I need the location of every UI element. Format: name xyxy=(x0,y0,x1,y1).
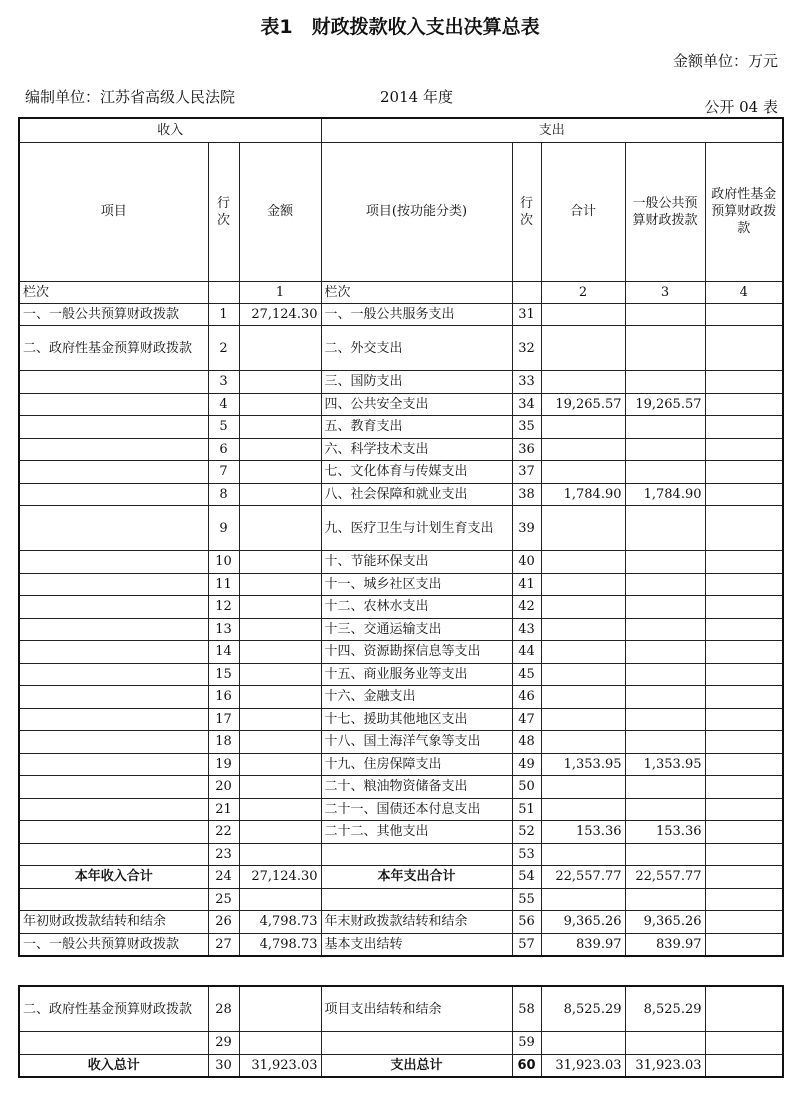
general-budget-amount: 1,353.95 xyxy=(625,753,705,776)
page-title: 表1 财政拨款收入支出决算总表 xyxy=(260,16,540,38)
fund-budget-amount xyxy=(705,326,783,371)
expense-line-no: 56 xyxy=(512,911,541,934)
expense-total xyxy=(541,303,625,326)
table-row xyxy=(19,461,783,484)
expense-line-no: 44 xyxy=(512,641,541,664)
table-row xyxy=(19,753,783,776)
expense-total xyxy=(541,461,625,484)
fund-budget-amount xyxy=(705,641,783,664)
general-budget-amount xyxy=(625,596,705,619)
expense-total: 8,525.29 xyxy=(541,986,625,1032)
table-row xyxy=(19,986,783,1032)
income-line-no: 1 xyxy=(208,303,239,326)
column-header-income-line-no: 行次 xyxy=(208,142,239,281)
income-item xyxy=(19,753,208,776)
expense-item: 五、教育支出 xyxy=(321,416,512,439)
expense-total xyxy=(541,438,625,461)
income-item xyxy=(19,506,208,551)
table-row xyxy=(19,663,783,686)
income-amount xyxy=(239,393,321,416)
fund-budget-amount xyxy=(705,461,783,484)
column-number: 4 xyxy=(705,281,783,303)
income-amount xyxy=(239,618,321,641)
general-budget-amount xyxy=(625,461,705,484)
general-budget-amount xyxy=(625,888,705,911)
income-amount xyxy=(239,596,321,619)
organization: 编制单位：江苏省高级人民法院 xyxy=(25,88,236,106)
expense-total xyxy=(541,371,625,394)
expense-line-no: 37 xyxy=(512,461,541,484)
expense-line-no: 33 xyxy=(512,371,541,394)
table-row xyxy=(19,641,783,664)
income-header: 收入 xyxy=(19,118,321,142)
general-budget-amount xyxy=(625,326,705,371)
table-row xyxy=(19,573,783,596)
income-line-no: 10 xyxy=(208,551,239,574)
table-row xyxy=(19,888,783,911)
expense-total xyxy=(541,686,625,709)
general-budget-amount xyxy=(625,371,705,394)
income-line-no: 22 xyxy=(208,821,239,844)
expense-item: 十六、金融支出 xyxy=(321,686,512,709)
expense-total xyxy=(541,641,625,664)
income-line-no: 20 xyxy=(208,776,239,799)
expense-item: 十五、商业服务业等支出 xyxy=(321,663,512,686)
expense-line-no: 35 xyxy=(512,416,541,439)
income-item xyxy=(19,618,208,641)
fund-budget-amount xyxy=(705,866,783,889)
table-row xyxy=(19,1032,783,1055)
general-budget-amount: 31,923.03 xyxy=(625,1054,705,1077)
table-row xyxy=(19,551,783,574)
income-item: 二、政府性基金预算财政拨款 xyxy=(19,986,208,1032)
income-line-no: 19 xyxy=(208,753,239,776)
fund-budget-amount xyxy=(705,933,783,956)
expense-line-no: 36 xyxy=(512,438,541,461)
table-row xyxy=(19,1054,783,1077)
expense-item: 二十一、国债还本付息支出 xyxy=(321,798,512,821)
income-line-no: 5 xyxy=(208,416,239,439)
income-amount xyxy=(239,326,321,371)
expense-line-no: 51 xyxy=(512,798,541,821)
general-budget-amount xyxy=(625,776,705,799)
income-item xyxy=(19,573,208,596)
fund-budget-amount xyxy=(705,1054,783,1077)
general-budget-amount xyxy=(625,731,705,754)
general-budget-amount xyxy=(625,708,705,731)
column-header-fund-budget-amount: 政府性基金预算财政拨款 xyxy=(705,142,783,281)
expense-item: 十九、住房保障支出 xyxy=(321,753,512,776)
expense-line-no: 58 xyxy=(512,986,541,1032)
general-budget-amount xyxy=(625,663,705,686)
income-amount xyxy=(239,573,321,596)
expense-item: 年末财政拨款结转和结余 xyxy=(321,911,512,934)
general-budget-amount xyxy=(625,798,705,821)
income-item xyxy=(19,731,208,754)
expense-line-no: 60 xyxy=(512,1054,541,1077)
expense-item xyxy=(321,888,512,911)
income-line-no: 2 xyxy=(208,326,239,371)
income-item xyxy=(19,888,208,911)
expense-total xyxy=(541,618,625,641)
fund-budget-amount xyxy=(705,438,783,461)
income-item xyxy=(19,461,208,484)
column-header-expense-item: 项目(按功能分类) xyxy=(321,142,512,281)
income-item xyxy=(19,686,208,709)
general-budget-amount xyxy=(625,303,705,326)
fund-budget-amount xyxy=(705,888,783,911)
expense-line-no: 54 xyxy=(512,866,541,889)
expense-line-no: 46 xyxy=(512,686,541,709)
expense-item: 十八、国土海洋气象等支出 xyxy=(321,731,512,754)
income-amount xyxy=(239,416,321,439)
expense-total xyxy=(541,416,625,439)
column-number xyxy=(208,281,239,303)
fund-budget-amount xyxy=(705,393,783,416)
income-line-no: 26 xyxy=(208,911,239,934)
general-budget-amount xyxy=(625,641,705,664)
fund-budget-amount xyxy=(705,686,783,709)
expense-line-no: 52 xyxy=(512,821,541,844)
expense-line-no: 40 xyxy=(512,551,541,574)
general-budget-amount xyxy=(625,1032,705,1055)
table-row xyxy=(19,303,783,326)
expense-line-no: 50 xyxy=(512,776,541,799)
table-number: 公开 04 表 xyxy=(704,98,778,116)
fund-budget-amount xyxy=(705,551,783,574)
income-item xyxy=(19,551,208,574)
income-item xyxy=(19,843,208,866)
income-line-no: 7 xyxy=(208,461,239,484)
income-amount xyxy=(239,483,321,506)
table-row xyxy=(19,843,783,866)
income-line-no: 6 xyxy=(208,438,239,461)
income-item xyxy=(19,776,208,799)
fund-budget-amount xyxy=(705,596,783,619)
expense-line-no: 32 xyxy=(512,326,541,371)
income-amount xyxy=(239,1032,321,1055)
income-amount: 31,923.03 xyxy=(239,1054,321,1077)
income-amount xyxy=(239,753,321,776)
general-budget-amount: 22,557.77 xyxy=(625,866,705,889)
income-amount: 27,124.30 xyxy=(239,866,321,889)
fund-budget-amount xyxy=(705,911,783,934)
expense-total xyxy=(541,731,625,754)
income-item xyxy=(19,371,208,394)
expense-total xyxy=(541,776,625,799)
income-line-no: 4 xyxy=(208,393,239,416)
general-budget-amount xyxy=(625,551,705,574)
income-line-no: 24 xyxy=(208,866,239,889)
fund-budget-amount xyxy=(705,776,783,799)
expense-line-no: 48 xyxy=(512,731,541,754)
column-header-expense-line-no: 行次 xyxy=(512,142,541,281)
income-amount xyxy=(239,641,321,664)
table-row xyxy=(19,708,783,731)
expense-item: 八、社会保障和就业支出 xyxy=(321,483,512,506)
expense-item: 六、科学技术支出 xyxy=(321,438,512,461)
expense-line-no: 49 xyxy=(512,753,541,776)
expense-item: 四、公共安全支出 xyxy=(321,393,512,416)
column-header-income-item: 项目 xyxy=(19,142,208,281)
expense-total: 1,784.90 xyxy=(541,483,625,506)
fund-budget-amount xyxy=(705,371,783,394)
expense-item: 基本支出结转 xyxy=(321,933,512,956)
income-line-no: 29 xyxy=(208,1032,239,1055)
income-line-no: 9 xyxy=(208,506,239,551)
income-item xyxy=(19,416,208,439)
expense-total: 153.36 xyxy=(541,821,625,844)
expense-total: 839.97 xyxy=(541,933,625,956)
general-budget-amount xyxy=(625,618,705,641)
income-line-no: 21 xyxy=(208,798,239,821)
expense-item: 十七、援助其他地区支出 xyxy=(321,708,512,731)
income-amount xyxy=(239,371,321,394)
expense-item: 十四、资源勘探信息等支出 xyxy=(321,641,512,664)
column-header-income-amount: 金额 xyxy=(239,142,321,281)
income-line-no: 17 xyxy=(208,708,239,731)
column-number: 栏次 xyxy=(321,281,512,303)
fiscal-year: 2014 年度 xyxy=(380,88,453,106)
income-line-no: 3 xyxy=(208,371,239,394)
expense-line-no: 39 xyxy=(512,506,541,551)
expense-total: 9,365.26 xyxy=(541,911,625,934)
fund-budget-amount xyxy=(705,506,783,551)
fund-budget-amount xyxy=(705,1032,783,1055)
general-budget-amount: 153.36 xyxy=(625,821,705,844)
general-budget-amount xyxy=(625,438,705,461)
fund-budget-amount xyxy=(705,843,783,866)
column-number xyxy=(512,281,541,303)
fund-budget-amount xyxy=(705,708,783,731)
expense-item: 二、外交支出 xyxy=(321,326,512,371)
income-amount: 4,798.73 xyxy=(239,911,321,934)
table-row xyxy=(19,686,783,709)
income-amount xyxy=(239,551,321,574)
income-line-no: 14 xyxy=(208,641,239,664)
general-budget-amount xyxy=(625,416,705,439)
income-amount xyxy=(239,506,321,551)
income-amount xyxy=(239,438,321,461)
expense-line-no: 38 xyxy=(512,483,541,506)
expense-line-no: 31 xyxy=(512,303,541,326)
table-row xyxy=(19,821,783,844)
column-header-expense-total: 合计 xyxy=(541,142,625,281)
general-budget-amount: 1,784.90 xyxy=(625,483,705,506)
income-amount xyxy=(239,686,321,709)
expense-total xyxy=(541,888,625,911)
expense-total: 31,923.03 xyxy=(541,1054,625,1077)
expense-item: 十三、交通运输支出 xyxy=(321,618,512,641)
expense-line-no: 41 xyxy=(512,573,541,596)
expense-line-no: 47 xyxy=(512,708,541,731)
general-budget-amount: 8,525.29 xyxy=(625,986,705,1032)
fund-budget-amount xyxy=(705,798,783,821)
income-amount xyxy=(239,798,321,821)
income-amount xyxy=(239,663,321,686)
table-row xyxy=(19,416,783,439)
expense-item: 七、文化体育与传媒支出 xyxy=(321,461,512,484)
expense-item: 支出总计 xyxy=(321,1054,512,1077)
expense-line-no: 42 xyxy=(512,596,541,619)
expense-item xyxy=(321,1032,512,1055)
income-item xyxy=(19,641,208,664)
column-number: 2 xyxy=(541,281,625,303)
income-amount xyxy=(239,731,321,754)
table-row xyxy=(19,371,783,394)
fund-budget-amount xyxy=(705,731,783,754)
expense-line-no: 34 xyxy=(512,393,541,416)
income-line-no: 25 xyxy=(208,888,239,911)
expense-item: 项目支出结转和结余 xyxy=(321,986,512,1032)
expense-line-no: 55 xyxy=(512,888,541,911)
income-item xyxy=(19,708,208,731)
expense-total xyxy=(541,596,625,619)
expense-item xyxy=(321,843,512,866)
table-row xyxy=(19,393,783,416)
expense-total xyxy=(541,843,625,866)
table-row xyxy=(19,866,783,889)
fund-budget-amount xyxy=(705,573,783,596)
table-row xyxy=(19,483,783,506)
expense-total xyxy=(541,326,625,371)
table-row xyxy=(19,506,783,551)
income-line-no: 13 xyxy=(208,618,239,641)
fund-budget-amount xyxy=(705,416,783,439)
general-budget-amount: 19,265.57 xyxy=(625,393,705,416)
general-budget-amount xyxy=(625,506,705,551)
income-item xyxy=(19,483,208,506)
income-item: 一、一般公共预算财政拨款 xyxy=(19,303,208,326)
income-line-no: 11 xyxy=(208,573,239,596)
expense-item: 二十二、其他支出 xyxy=(321,821,512,844)
income-line-no: 16 xyxy=(208,686,239,709)
table-row xyxy=(19,911,783,934)
expense-total xyxy=(541,551,625,574)
income-line-no: 28 xyxy=(208,986,239,1032)
income-item xyxy=(19,663,208,686)
fund-budget-amount xyxy=(705,753,783,776)
income-line-no: 8 xyxy=(208,483,239,506)
income-item xyxy=(19,821,208,844)
income-amount xyxy=(239,843,321,866)
column-header-general-budget-amount: 一般公共预算财政拨款 xyxy=(625,142,705,281)
income-item: 本年收入合计 xyxy=(19,866,208,889)
expense-total xyxy=(541,663,625,686)
table-row xyxy=(19,438,783,461)
expense-line-no: 45 xyxy=(512,663,541,686)
table-row xyxy=(19,326,783,371)
column-number: 1 xyxy=(239,281,321,303)
expense-total: 22,557.77 xyxy=(541,866,625,889)
table-row xyxy=(19,618,783,641)
income-item: 年初财政拨款结转和结余 xyxy=(19,911,208,934)
expense-total xyxy=(541,798,625,821)
income-item: 收入总计 xyxy=(19,1054,208,1077)
general-budget-amount xyxy=(625,843,705,866)
income-amount: 27,124.30 xyxy=(239,303,321,326)
table-row xyxy=(19,798,783,821)
expense-total xyxy=(541,573,625,596)
income-line-no: 30 xyxy=(208,1054,239,1077)
expense-total: 19,265.57 xyxy=(541,393,625,416)
income-item xyxy=(19,798,208,821)
column-number: 3 xyxy=(625,281,705,303)
expense-header: 支出 xyxy=(321,118,783,142)
expense-item: 三、国防支出 xyxy=(321,371,512,394)
budget-table xyxy=(18,117,784,957)
fund-budget-amount xyxy=(705,663,783,686)
expense-line-no: 59 xyxy=(512,1032,541,1055)
income-item: 二、政府性基金预算财政拨款 xyxy=(19,326,208,371)
income-item xyxy=(19,1032,208,1055)
fund-budget-amount xyxy=(705,821,783,844)
income-line-no: 15 xyxy=(208,663,239,686)
income-item xyxy=(19,596,208,619)
income-amount xyxy=(239,708,321,731)
income-line-no: 23 xyxy=(208,843,239,866)
amount-unit: 金额单位：万元 xyxy=(672,52,778,70)
general-budget-amount: 839.97 xyxy=(625,933,705,956)
income-amount: 4,798.73 xyxy=(239,933,321,956)
income-line-no: 27 xyxy=(208,933,239,956)
income-amount xyxy=(239,888,321,911)
general-budget-amount: 9,365.26 xyxy=(625,911,705,934)
expense-total xyxy=(541,506,625,551)
column-number: 栏次 xyxy=(19,281,208,303)
income-line-no: 12 xyxy=(208,596,239,619)
income-item: 一、一般公共预算财政拨款 xyxy=(19,933,208,956)
expense-item: 二十、粮油物资储备支出 xyxy=(321,776,512,799)
table-row xyxy=(19,731,783,754)
expense-total xyxy=(541,708,625,731)
budget-table-continued xyxy=(18,985,784,1078)
income-amount xyxy=(239,461,321,484)
income-amount xyxy=(239,776,321,799)
expense-item: 十、节能环保支出 xyxy=(321,551,512,574)
expense-line-no: 57 xyxy=(512,933,541,956)
expense-total xyxy=(541,1032,625,1055)
expense-item: 九、医疗卫生与计划生育支出 xyxy=(321,506,512,551)
income-amount xyxy=(239,821,321,844)
expense-item: 十二、农林水支出 xyxy=(321,596,512,619)
table-row xyxy=(19,933,783,956)
general-budget-amount xyxy=(625,686,705,709)
expense-item: 一、一般公共服务支出 xyxy=(321,303,512,326)
table-row xyxy=(19,596,783,619)
fund-budget-amount xyxy=(705,618,783,641)
expense-line-no: 43 xyxy=(512,618,541,641)
general-budget-amount xyxy=(625,573,705,596)
table-row xyxy=(19,776,783,799)
income-item xyxy=(19,393,208,416)
fund-budget-amount xyxy=(705,483,783,506)
income-line-no: 18 xyxy=(208,731,239,754)
income-item xyxy=(19,438,208,461)
expense-total: 1,353.95 xyxy=(541,753,625,776)
fund-budget-amount xyxy=(705,303,783,326)
expense-item: 本年支出合计 xyxy=(321,866,512,889)
fund-budget-amount xyxy=(705,986,783,1032)
income-amount xyxy=(239,986,321,1032)
expense-item: 十一、城乡社区支出 xyxy=(321,573,512,596)
expense-line-no: 53 xyxy=(512,843,541,866)
